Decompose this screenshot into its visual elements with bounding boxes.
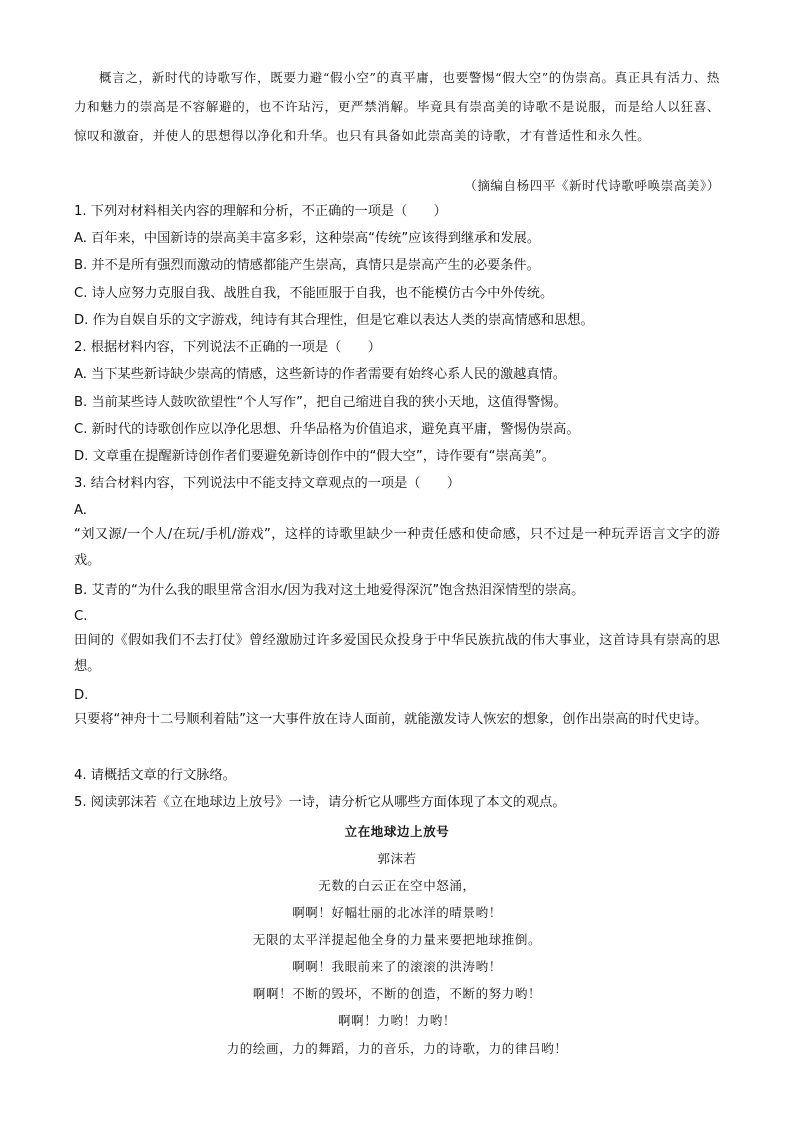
question-1-option-d: D. 作为自娱自乐的文字游戏，纯诗有其合理性，但是它难以表达人类的崇高情感和思想。	[74, 313, 594, 328]
question-1-option-b: B. 并不是所有强烈而激动的情感都能产生崇高，真情只是崇高产生的必要条件。	[74, 258, 540, 273]
question-1-option-c: C. 诗人应努力克服自我、战胜自我，不能匝服于自我，也不能模仿古今中外传统。	[74, 286, 554, 301]
question-3-option-c-text: 田间的《假如我们不去打仗》曾经激励过许多爱国民众投身于中华民族抗战的伟大事业，这首诗具有崇高的思想。	[74, 633, 720, 674]
question-3-option-b: B. 艾青的“为什么我的眼里常含泪水/因为我对这土地爱得深沉”饱含热泪深情型的崇高。	[74, 583, 585, 598]
poem-line: 啊啊！好幅壮丽的北冰洋的晴景哟！	[292, 905, 502, 920]
question-4-stem: 4. 请概括文章的行文脉络。	[74, 768, 236, 783]
question-3-option-d-label: D.	[74, 688, 89, 703]
question-2-stem: 2. 根据材料内容，下列说法不正确的一项是（ ）	[74, 340, 381, 355]
question-2-option-b: B. 当前某些诗人鼓吹欲望性“个人写作”，把自己缩进自我的狭小天地，这值得警惕。	[74, 395, 567, 410]
question-1-option-a: A. 百年来，中国新诗的崇高美丰富多彩，这种崇高“传统”应该得到继承和发展。	[74, 231, 541, 246]
poem-line: 力的绘画，力的舞蹈，力的音乐，力的诗歌，力的律吕哟！	[226, 1041, 568, 1056]
poem-title: 立在地球边上放号	[344, 824, 450, 839]
poem-line: 啊啊！我眼前来了的滚滚的洪涛哟！	[292, 959, 502, 974]
question-2-option-a: A. 当下某些新诗缺少崇高的情感，这些新诗的作者需要有始终心系人民的激越真情。	[74, 367, 566, 382]
question-3-stem: 3. 结合材料内容，下列说法中不能支持文章观点的一项是（ ）	[74, 476, 461, 491]
question-3-option-a-text: “刘又源/一个人/在玩/手机/游戏”，这样的诗歌里缺少一种责任感和使命感，只不过是一种玩弄语言文字的游戏。	[74, 527, 720, 568]
question-2-option-d: D. 文章重在提醒新诗创作者们要避免新诗创作中的“假大空”，诗作要有“崇高美”。	[74, 449, 556, 464]
question-1-stem: 1. 下列对材料相关内容的理解和分析，不正确的一项是（ ）	[74, 204, 447, 219]
poem-line: 啊啊！不断的毁坏，不断的创造，不断的努力哟！	[252, 986, 542, 1001]
poem-author: 郭沫若	[377, 851, 417, 866]
poem-line: 无数的白云正在空中怒涌，	[318, 878, 476, 893]
question-2-option-c: C. 新时代的诗歌创作应以净化思想、升华品格为价值追求，避免真平庸，警惕伪崇高。	[74, 422, 580, 437]
question-3-option-d-text: 只要将“神舟十二号顺利着陆”这一大事件放在诗人面前，就能激发诗人恢宏的想象，创作出崇高的时代史诗。	[74, 712, 708, 727]
poem-line: 啊啊！力哟！力哟！	[338, 1013, 456, 1028]
question-3-option-c-label: C.	[74, 609, 88, 624]
poem-line: 无限的太平洋提起他全身的力量来要把地球推倒。	[252, 932, 542, 947]
passage-paragraph: 概言之，新时代的诗歌写作，既要力避“假小空”的真平庸，也要警惕“假大空”的伪崇高。真正具有活力、热力和魅力的崇高是不容解避的，也不许玷污，更严禁消解。毕竟具有崇高美的诗歌不是说服，而是给人以狂喜、惊叹和激奋，并使人的思想得以净化和升华。也只有具备如此崇高美的诗歌，才有普适性和永久性。	[74, 70, 720, 143]
passage-source: （摘编自杨四平《新时代诗歌呼唤崇高美》）	[464, 178, 720, 193]
question-5-stem: 5. 阅读郭沫若《立在地球边上放号》一诗，请分析它从哪些方面体现了本文的观点。	[74, 795, 566, 810]
question-3-option-a-label: A.	[74, 503, 87, 518]
